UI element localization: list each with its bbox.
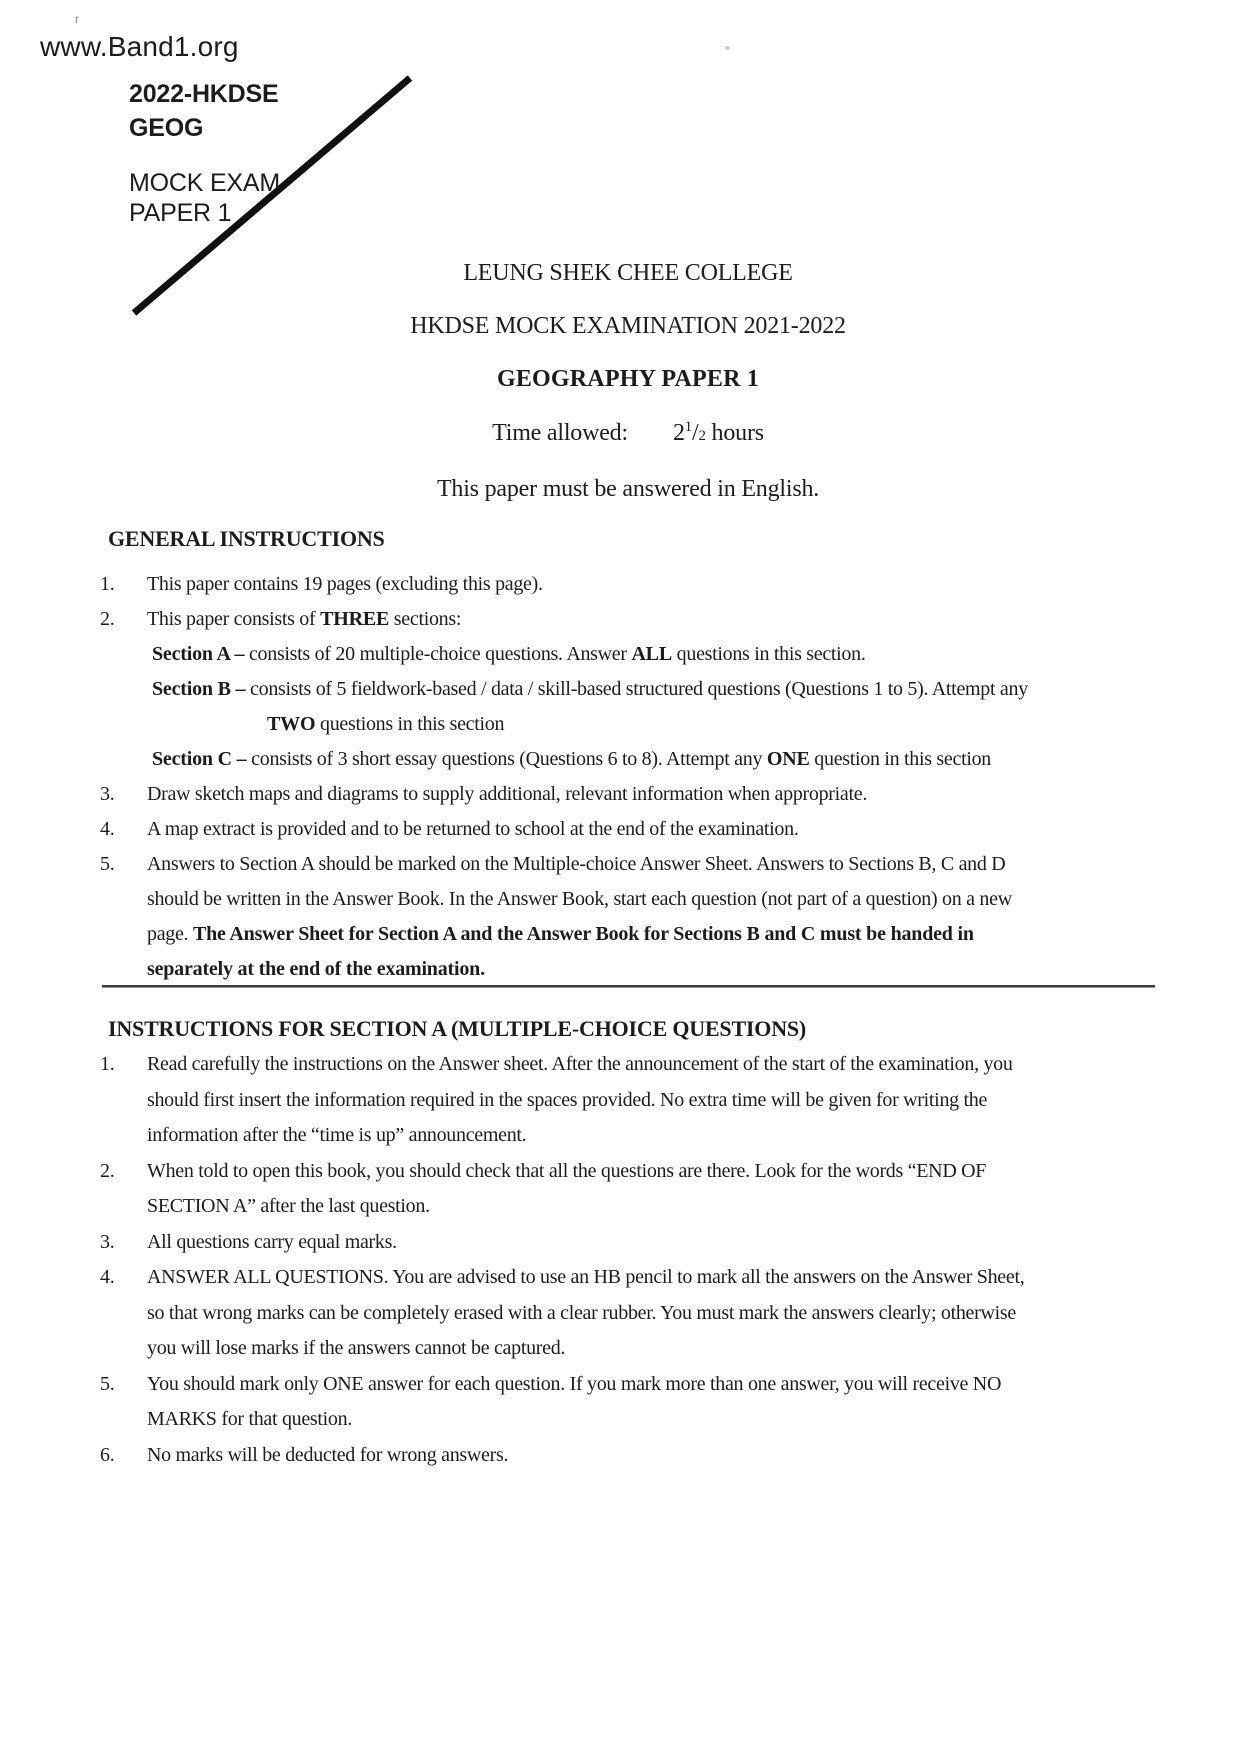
body-text: questions in this section (315, 713, 505, 735)
body-text: consists of 3 short essay questions (Questions 6 to 8). Attempt any (246, 748, 767, 770)
instruction-line (100, 1402, 1220, 1438)
time-allowed-line (16, 420, 1240, 447)
general-instructions-heading: GENERAL INSTRUCTIONS (108, 526, 385, 551)
section-a-instructions-heading: INSTRUCTIONS FOR SECTION A (MULTIPLE-CHOICE QUESTIONS) (108, 1016, 807, 1041)
body-text: This paper consists of (147, 608, 321, 630)
body-text: consists of 20 multiple-choice questions. Answer (244, 643, 632, 665)
instruction-line (100, 777, 1220, 812)
time-allowed-value: $2^1/2$ hours (672, 419, 764, 446)
body-text: so that wrong marks can be completely erased with a clear rubber. You must mark the answers clearly; otherwise (147, 1301, 1016, 1324)
body-text: All questions carry equal marks. (147, 1230, 397, 1253)
instruction-line (100, 1118, 1220, 1154)
instruction-line (100, 1083, 1220, 1119)
language-note: This paper must be answered in English. (436, 476, 820, 502)
instruction-line (100, 567, 1220, 602)
body-text: SECTION A” after the last question. (147, 1195, 430, 1217)
body-text: you will lose marks if the answers cannot be captured. (147, 1337, 566, 1359)
body-text: questions in this section. (671, 643, 866, 665)
body-text: should be written in the Answer Book. In the Answer Book, start each question (not part of a question) on a new (147, 888, 1012, 910)
instruction-line (100, 882, 1220, 917)
college-name: LEUNG SHEK CHEE COLLEGE (463, 260, 793, 286)
emphasis-text: ALL (631, 643, 672, 665)
emphasis-text: separately at the end of the examination. (147, 958, 485, 980)
body-text: sections: (389, 608, 462, 630)
body-text: consists of 5 fieldwork-based / data / skill-based structured questions (Questions 1 to 5). Attempt any (245, 678, 1028, 700)
emphasis-text: THREE (320, 608, 390, 630)
time-allowed-label: Time allowed: (492, 420, 628, 446)
instruction-line (100, 1296, 1220, 1332)
body-text: When told to open this book, you should check that all the questions are there. Look for the words “END OF (147, 1159, 987, 1182)
instruction-line (100, 637, 1220, 672)
emphasis-text: Section A – (152, 643, 245, 665)
diagonal-strike-line (100, 60, 430, 330)
instruction-line (100, 1367, 1220, 1403)
list-number: 5. (100, 853, 115, 875)
corner-header-mock-exam: MOCK EXAM (129, 169, 280, 197)
emphasis-text: ONE (766, 748, 810, 770)
instruction-line (100, 742, 1220, 777)
body-text: A map extract is provided and to be returned to school at the end of the examination. (147, 818, 799, 840)
body-text: MARKS for that question. (147, 1408, 353, 1430)
list-number: 3. (100, 783, 115, 805)
corner-header-year-subject: 2022-HKDSE (129, 80, 279, 108)
instruction-line (100, 952, 1220, 987)
list-number: 1. (100, 573, 115, 595)
list-number: 3. (100, 1230, 115, 1253)
instruction-line (100, 1225, 1220, 1261)
body-text: information after the “time is up” announcement. (147, 1124, 527, 1146)
list-number: 5. (100, 1372, 115, 1395)
body-text: Draw sketch maps and diagrams to supply additional, relevant information when appropriate. (147, 783, 868, 805)
scan-speck (725, 46, 730, 50)
instruction-line (100, 1331, 1220, 1367)
body-text: page. (147, 923, 193, 945)
section-divider-rule (102, 985, 1155, 988)
emphasis-text: Section C – (152, 748, 247, 770)
instruction-line (100, 602, 1220, 637)
paper-title: GEOGRAPHY PAPER 1 (496, 366, 760, 392)
list-number: 2. (100, 1159, 115, 1182)
body-text: This paper contains 19 pages (excluding this page). (147, 573, 543, 595)
list-number: 4. (100, 818, 115, 840)
instruction-line (100, 917, 1220, 952)
instruction-line (100, 1438, 1220, 1474)
instruction-line (100, 1260, 1220, 1296)
instruction-line (100, 1047, 1220, 1083)
instruction-line (100, 1154, 1220, 1190)
watermark-url: www.Band1.org (40, 31, 239, 62)
body-text: No marks will be deducted for wrong answers. (147, 1443, 509, 1466)
instruction-line (100, 812, 1220, 847)
emphasis-text: The Answer Sheet for Section A and the Answer Book for Sections B and C must be handed in (192, 923, 974, 945)
body-text: Answers to Section A should be marked on the Multiple-choice Answer Sheet. Answers to Sections B, C and D (147, 853, 1006, 875)
body-text: Read carefully the instructions on the Answer sheet. After the announcement of the start of the examination, you (147, 1053, 1013, 1075)
list-number: 2. (100, 608, 115, 630)
instruction-line (100, 707, 1220, 742)
emphasis-text: TWO (267, 713, 316, 735)
list-number: 4. (100, 1266, 115, 1288)
body-text: ANSWER ALL QUESTIONS. You are advised to use an HB pencil to mark all the answers on the Answer Sheet, (147, 1266, 1025, 1288)
body-text: should first insert the information required in the spaces provided. No extra time will be given for writing the (147, 1088, 988, 1111)
corner-header-subject-code: GEOG (129, 114, 204, 142)
general-instructions-list (100, 567, 1220, 987)
section-a-instructions-list (100, 1047, 1220, 1473)
instruction-line (100, 1189, 1220, 1225)
emphasis-text: Section B – (152, 678, 246, 700)
body-text: question in this section (809, 748, 991, 770)
scan-artifact-mark: r (75, 12, 79, 26)
corner-header-paper: PAPER 1 (129, 199, 232, 227)
instruction-line (100, 847, 1220, 882)
instruction-line (100, 672, 1220, 707)
exam-title: HKDSE MOCK EXAMINATION 2021-2022 (410, 313, 846, 339)
body-text: You should mark only ONE answer for each question. If you mark more than one answer, you will receive NO (147, 1372, 1002, 1395)
list-number: 6. (100, 1443, 115, 1466)
list-number: 1. (100, 1053, 115, 1075)
